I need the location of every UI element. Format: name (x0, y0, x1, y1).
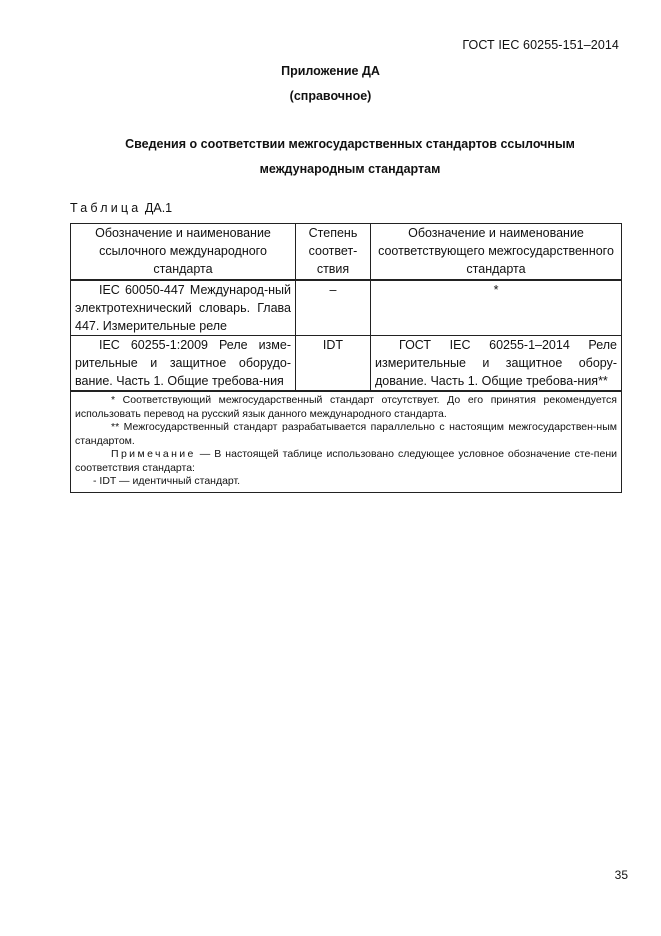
header-international-standard: Обозначение и наименование ссылочного международного стандарта (71, 224, 296, 281)
cell-international: IEC 60255-1:2009 Реле изме-рительные и защитное оборудо-вание. Часть 1. Общие требова-ния (71, 336, 296, 392)
header-interstate-standard: Обозначение и наименование соответствующего межгосударственного стандарта (371, 224, 622, 281)
table-notes-row (71, 391, 622, 492)
note (75, 448, 617, 475)
table-row (71, 280, 622, 336)
cell-degree: – (296, 280, 371, 336)
appendix-subtitle: (справочное) (289, 89, 372, 103)
footnote-2: ** Межгосударственный стандарт разрабатывается параллельно с настоящим межгосударствен-ным стандартом. (75, 421, 617, 447)
footnote-1: * Соответствующий межгосударственный стандарт отсутствует. До его принятия рекомендуется использовать перевод на русский язык данного международного стандарта. (75, 394, 617, 420)
note-label: Примечание (111, 448, 196, 460)
cell-international: IEC 60050-447 Международ-ный электротехнический словарь. Глава 447. Измерительные реле (71, 280, 296, 336)
correspondence-table (70, 223, 622, 493)
section-title-line2: международным стандартам (259, 162, 441, 176)
appendix-title: Приложение ДА (281, 64, 380, 78)
table-caption (70, 201, 172, 215)
cell-interstate: * (371, 280, 622, 336)
table-row (71, 336, 622, 392)
table-header-row (71, 224, 622, 281)
page-number: 35 (614, 868, 628, 882)
document-code: ГОСТ IEC 60255-151–2014 (462, 38, 619, 52)
table-notes (71, 391, 622, 492)
table-caption-word: Таблица (70, 201, 142, 215)
header-degree: Степень соответ-ствия (296, 224, 371, 281)
table-caption-number: ДА.1 (144, 201, 173, 215)
note-text: — В настоящей таблице использовано следующее условное обозначение сте-пени соответствия стандарта: (75, 448, 617, 474)
cell-degree: IDT (296, 336, 371, 392)
idt-definition: - IDT — идентичный стандарт. (93, 475, 241, 487)
section-title-line1: Сведения о соответствии межгосударственных стандартов ссылочным (125, 137, 575, 151)
section-title (95, 132, 605, 182)
cell-interstate: ГОСТ IEC 60255-1–2014 Реле измерительные и защитное обору-дование. Часть 1. Общие требова-ния** (371, 336, 622, 392)
